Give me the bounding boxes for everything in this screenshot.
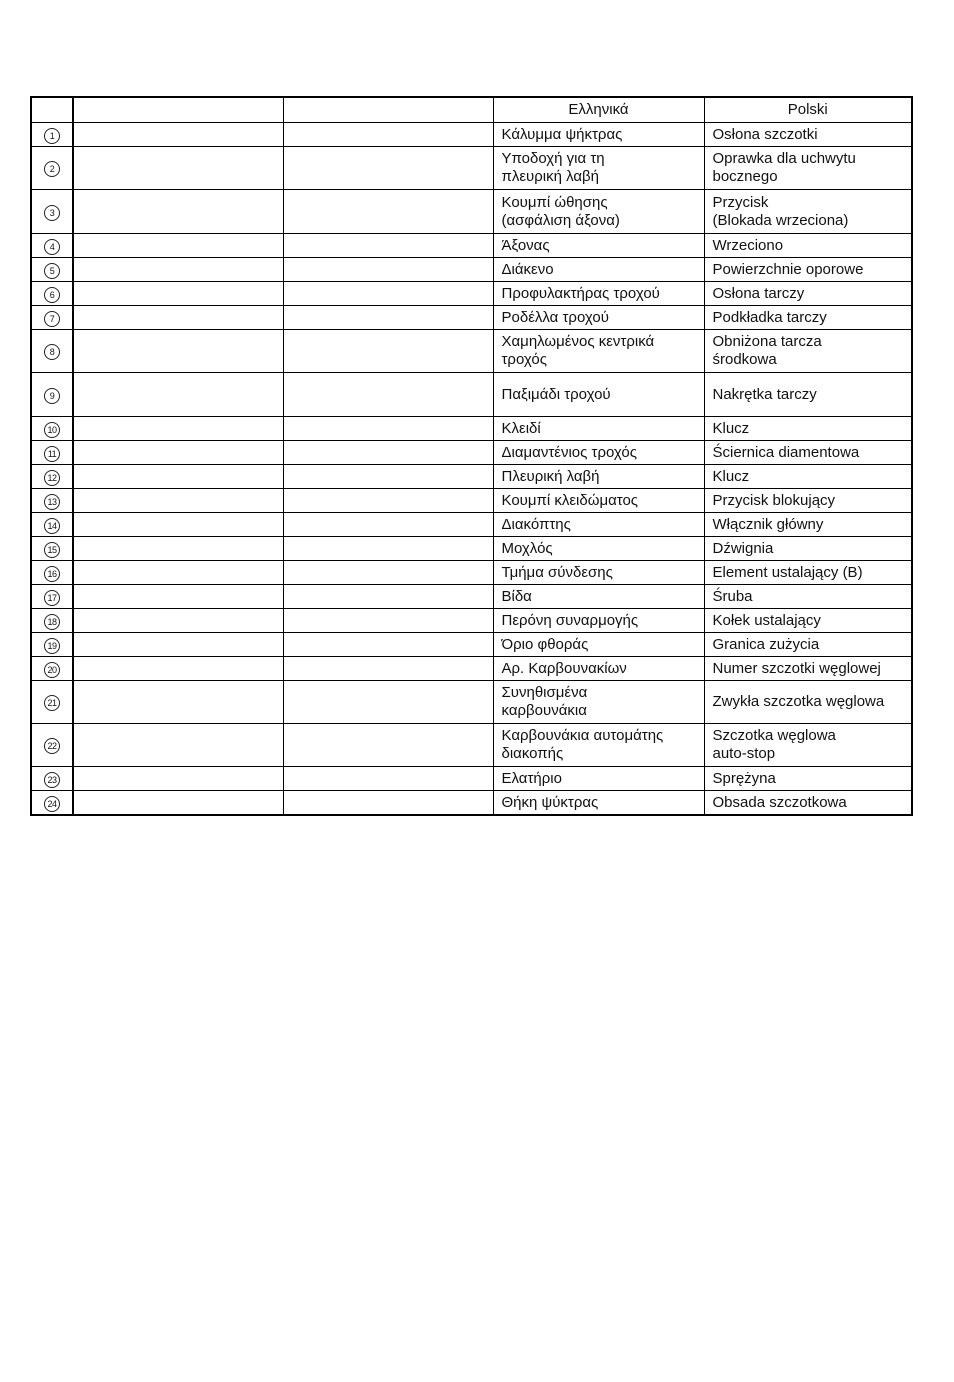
blank-cell: [73, 147, 283, 190]
blank-cell: [73, 234, 283, 258]
polish-cell: Szczotka węglowa auto-stop: [704, 724, 912, 767]
blank-cell: [283, 441, 493, 465]
blank-cell: [283, 585, 493, 609]
polish-cell: Numer szczotki węglowej: [704, 657, 912, 681]
table-row: [31, 657, 912, 681]
row-number: [31, 657, 73, 681]
blank-cell: [73, 561, 283, 585]
polish-cell: Podkładka tarczy: [704, 306, 912, 330]
polish-cell: Obniżona tarcza środkowa: [704, 330, 912, 373]
greek-cell: Τμήμα σύνδεσης: [493, 561, 704, 585]
blank-cell: [73, 767, 283, 791]
table-row: [31, 330, 912, 373]
blank-cell: [73, 513, 283, 537]
circled-number: 22: [44, 738, 60, 754]
greek-cell: Αρ. Καρβουνακίων: [493, 657, 704, 681]
polish-cell: Powierzchnie oporowe: [704, 258, 912, 282]
blank-cell: [73, 537, 283, 561]
polish-cell: Włącznik główny: [704, 513, 912, 537]
polish-cell: Przycisk blokujący: [704, 489, 912, 513]
circled-number: 5: [44, 263, 60, 279]
table-row: [31, 373, 912, 417]
blank-cell: [283, 791, 493, 816]
row-number: [31, 330, 73, 373]
row-number: [31, 441, 73, 465]
polish-cell: Nakrętka tarczy: [704, 373, 912, 417]
row-number: [31, 585, 73, 609]
blank-cell: [73, 609, 283, 633]
row-number: [31, 258, 73, 282]
polish-cell: Oprawka dla uchwytu bocznego: [704, 147, 912, 190]
polish-cell: Obsada szczotkowa: [704, 791, 912, 816]
table-row: [31, 681, 912, 724]
row-number: [31, 123, 73, 147]
blank-cell: [283, 724, 493, 767]
table-row: [31, 123, 912, 147]
header-blank-2: [283, 97, 493, 123]
table-row: [31, 633, 912, 657]
header-number: [31, 97, 73, 123]
polish-cell: Zwykła szczotka węglowa: [704, 681, 912, 724]
parts-translation-table: [30, 96, 913, 816]
circled-number: 14: [44, 518, 60, 534]
table-row: [31, 234, 912, 258]
table-row: [31, 465, 912, 489]
blank-cell: [73, 585, 283, 609]
row-number: [31, 282, 73, 306]
table-row: [31, 417, 912, 441]
circled-number: 7: [44, 311, 60, 327]
blank-cell: [73, 657, 283, 681]
blank-cell: [73, 190, 283, 234]
table-row: [31, 306, 912, 330]
circled-number: 19: [44, 638, 60, 654]
row-number: [31, 234, 73, 258]
row-number: [31, 147, 73, 190]
circled-number: 10: [44, 422, 60, 438]
header-greek: Ελληνικά: [493, 97, 704, 123]
row-number: [31, 417, 73, 441]
blank-cell: [283, 417, 493, 441]
circled-number: 4: [44, 239, 60, 255]
row-number: [31, 513, 73, 537]
blank-cell: [283, 282, 493, 306]
row-number: [31, 465, 73, 489]
table-row: [31, 441, 912, 465]
greek-cell: Μοχλός: [493, 537, 704, 561]
circled-number: 3: [44, 205, 60, 221]
blank-cell: [283, 465, 493, 489]
greek-cell: Όριο φθοράς: [493, 633, 704, 657]
blank-cell: [283, 123, 493, 147]
blank-cell: [283, 306, 493, 330]
polish-cell: Przycisk (Blokada wrzeciona): [704, 190, 912, 234]
greek-cell: Καρβουνάκια αυτομάτης διακοπής: [493, 724, 704, 767]
blank-cell: [73, 258, 283, 282]
circled-number: 24: [44, 796, 60, 812]
blank-cell: [73, 306, 283, 330]
blank-cell: [283, 373, 493, 417]
row-number: [31, 724, 73, 767]
header-blank-1: [73, 97, 283, 123]
polish-cell: Kołek ustalający: [704, 609, 912, 633]
polish-cell: Klucz: [704, 465, 912, 489]
row-number: [31, 633, 73, 657]
table-body: [31, 123, 912, 816]
table-row: [31, 791, 912, 816]
blank-cell: [283, 147, 493, 190]
circled-number: 15: [44, 542, 60, 558]
table-row: [31, 190, 912, 234]
blank-cell: [283, 489, 493, 513]
blank-cell: [73, 489, 283, 513]
row-number: [31, 681, 73, 724]
blank-cell: [283, 767, 493, 791]
greek-cell: Συνηθισμένα καρβουνάκια: [493, 681, 704, 724]
blank-cell: [283, 513, 493, 537]
blank-cell: [283, 537, 493, 561]
blank-cell: [73, 791, 283, 816]
blank-cell: [73, 724, 283, 767]
circled-number: 12: [44, 470, 60, 486]
polish-cell: Sprężyna: [704, 767, 912, 791]
row-number: [31, 489, 73, 513]
table-row: [31, 585, 912, 609]
greek-cell: Θήκη ψύκτρας: [493, 791, 704, 816]
blank-cell: [283, 190, 493, 234]
polish-cell: Ściernica diamentowa: [704, 441, 912, 465]
row-number: [31, 767, 73, 791]
blank-cell: [73, 441, 283, 465]
greek-cell: Διακόπτης: [493, 513, 704, 537]
table-row: [31, 561, 912, 585]
row-number: [31, 373, 73, 417]
blank-cell: [283, 681, 493, 724]
greek-cell: Διάκενο: [493, 258, 704, 282]
circled-number: 21: [44, 695, 60, 711]
circled-number: 20: [44, 662, 60, 678]
table-row: [31, 724, 912, 767]
row-number: [31, 306, 73, 330]
circled-number: 23: [44, 772, 60, 788]
blank-cell: [283, 633, 493, 657]
greek-cell: Κουμπί ώθησης (ασφάλιση άξονα): [493, 190, 704, 234]
polish-cell: Granica zużycia: [704, 633, 912, 657]
table-row: [31, 489, 912, 513]
blank-cell: [283, 234, 493, 258]
greek-cell: Περόνη συναρμογής: [493, 609, 704, 633]
circled-number: 1: [44, 128, 60, 144]
table-row: [31, 258, 912, 282]
table-row: [31, 609, 912, 633]
table-row: [31, 147, 912, 190]
greek-cell: Κουμπί κλειδώματος: [493, 489, 704, 513]
greek-cell: Άξονας: [493, 234, 704, 258]
blank-cell: [73, 330, 283, 373]
blank-cell: [283, 657, 493, 681]
polish-cell: Klucz: [704, 417, 912, 441]
blank-cell: [73, 123, 283, 147]
circled-number: 8: [44, 344, 60, 360]
row-number: [31, 190, 73, 234]
blank-cell: [73, 373, 283, 417]
header-polish: Polski: [704, 97, 912, 123]
blank-cell: [73, 633, 283, 657]
table-header-row: [31, 97, 912, 123]
greek-cell: Υποδοχή για τη πλευρική λαβή: [493, 147, 704, 190]
circled-number: 13: [44, 494, 60, 510]
row-number: [31, 537, 73, 561]
table-row: [31, 513, 912, 537]
greek-cell: Προφυλακτήρας τροχού: [493, 282, 704, 306]
greek-cell: Βίδα: [493, 585, 704, 609]
greek-cell: Κλειδί: [493, 417, 704, 441]
greek-cell: Ροδέλλα τροχού: [493, 306, 704, 330]
polish-cell: Wrzeciono: [704, 234, 912, 258]
circled-number: 9: [44, 388, 60, 404]
blank-cell: [283, 609, 493, 633]
polish-cell: Element ustalający (B): [704, 561, 912, 585]
circled-number: 6: [44, 287, 60, 303]
greek-cell: Χαμηλωμένος κεντρικά τροχός: [493, 330, 704, 373]
circled-number: 17: [44, 590, 60, 606]
row-number: [31, 609, 73, 633]
circled-number: 11: [44, 446, 60, 462]
blank-cell: [283, 561, 493, 585]
circled-number: 2: [44, 161, 60, 177]
greek-cell: Ελατήριο: [493, 767, 704, 791]
greek-cell: Παξιμάδι τροχού: [493, 373, 704, 417]
blank-cell: [283, 258, 493, 282]
greek-cell: Διαμαντένιος τροχός: [493, 441, 704, 465]
circled-number: 18: [44, 614, 60, 630]
circled-number: 16: [44, 566, 60, 582]
polish-cell: Dźwignia: [704, 537, 912, 561]
table-row: [31, 767, 912, 791]
row-number: [31, 561, 73, 585]
row-number: [31, 791, 73, 816]
table-row: [31, 537, 912, 561]
blank-cell: [73, 681, 283, 724]
polish-cell: Śruba: [704, 585, 912, 609]
blank-cell: [73, 417, 283, 441]
blank-cell: [283, 330, 493, 373]
polish-cell: Osłona tarczy: [704, 282, 912, 306]
greek-cell: Πλευρική λαβή: [493, 465, 704, 489]
table-row: [31, 282, 912, 306]
greek-cell: Κάλυμμα ψήκτρας: [493, 123, 704, 147]
blank-cell: [73, 465, 283, 489]
blank-cell: [73, 282, 283, 306]
polish-cell: Osłona szczotki: [704, 123, 912, 147]
